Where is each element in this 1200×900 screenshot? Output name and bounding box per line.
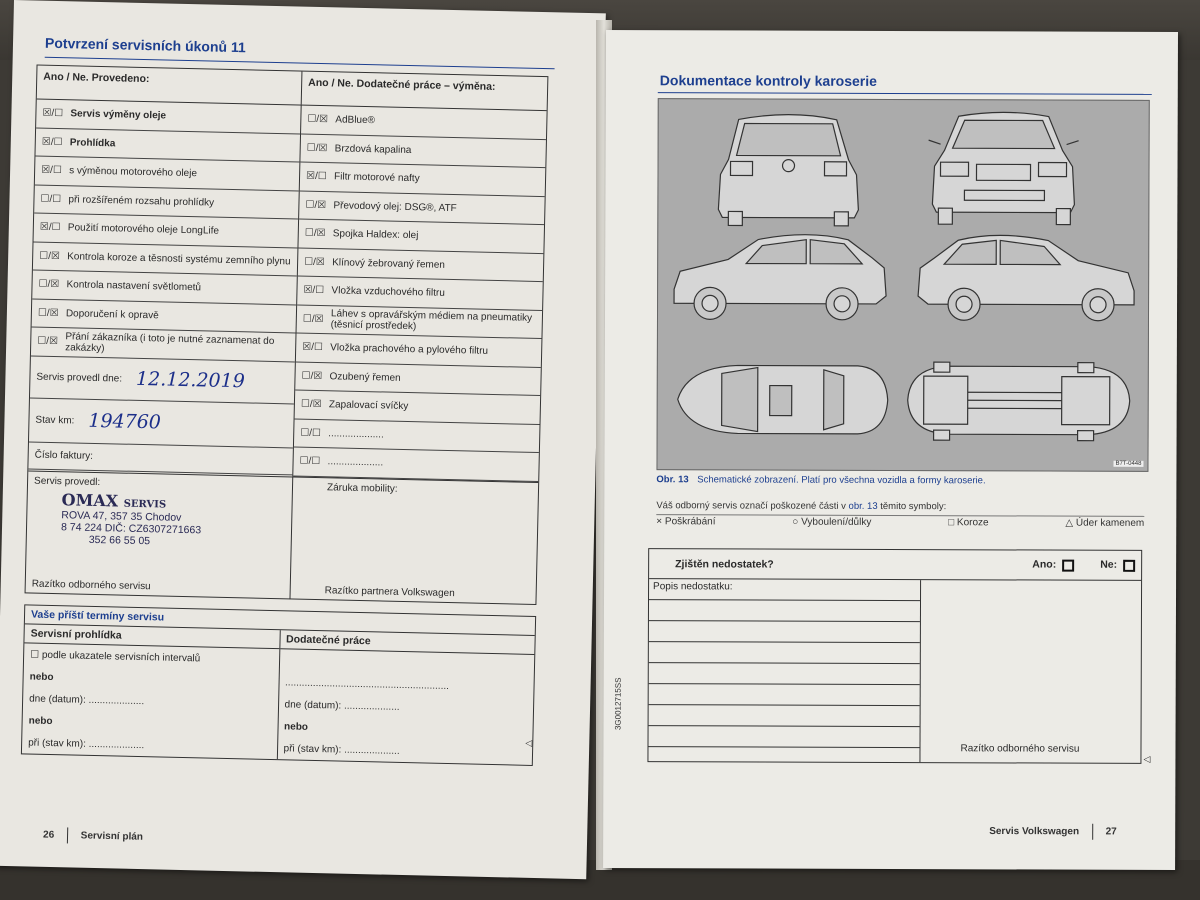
description-line [648, 726, 919, 748]
info-label: Servis provedl dne: [36, 371, 123, 385]
yes-no-checkbox[interactable]: ☐/☒ [304, 227, 326, 240]
additional-work-items [293, 106, 546, 482]
car-top-view [678, 365, 888, 434]
yes-no-checkbox[interactable]: ☒/☐ [41, 136, 63, 148]
left-page-footer [43, 827, 143, 845]
stamp-line: SERVIS [123, 498, 167, 511]
next-service-title: Vaše příští termíny servisu [25, 605, 535, 636]
yes-no-checkbox[interactable]: ☒/☐ [41, 164, 62, 177]
checklist-label: při rozšířeném rozsahu prohlídky [68, 194, 215, 209]
yes-no-checkbox[interactable]: ☐/☒ [300, 398, 322, 411]
page-number: 27 [1105, 826, 1117, 838]
checklist-label: .................... [327, 456, 384, 469]
description-line [649, 642, 920, 664]
yes-no-checkbox[interactable]: ☐/☒ [306, 142, 328, 154]
col-right-header: Ano / Ne. Dodatečné práce – výměna: [308, 76, 496, 93]
right-page-footer [989, 823, 1117, 839]
car-side-view-right [918, 235, 1134, 321]
checklist-label: Převodový olej: DSG®, ATF [333, 200, 457, 214]
dealer-stamp [60, 489, 292, 577]
checklist-label: Spojka Haldex: olej [332, 228, 419, 242]
yes-checkbox[interactable] [1062, 559, 1074, 571]
yes-no-checkbox[interactable]: ☐/☒ [304, 256, 325, 268]
stamp-line: ROVA 47, 357 35 Chodov [61, 508, 182, 524]
section-name: Servisní plán [80, 830, 144, 843]
brand-footer: Servis Volkswagen [989, 825, 1080, 838]
figure-code: B7T-0448 [1115, 460, 1142, 467]
stamp-label-left: Razítko odborného servisu [31, 578, 151, 592]
checklist-label: Brzdová kapalina [334, 143, 412, 156]
symbol-stone-chip: △ Úder kamenem [1065, 517, 1145, 529]
page-number: 26 [42, 829, 55, 841]
no-checkbox[interactable] [1123, 559, 1135, 571]
description-line [649, 600, 920, 622]
yes-no-checkbox[interactable]: ☐/☒ [301, 370, 323, 382]
next-line: ........................................................... [284, 676, 450, 692]
defect-form [647, 548, 1142, 764]
next-line: nebo [28, 715, 53, 727]
checklist-label: Servis výměny oleje [70, 108, 167, 122]
figure-caption [656, 474, 985, 486]
figure-caption-text: Schematické zobrazení. Platí pro všechna vozidla a formy karoserie. [697, 474, 986, 487]
checklist-label: Prohlídka [69, 137, 116, 150]
next-additional-col [277, 630, 534, 765]
car-rear-view [718, 114, 858, 225]
yes-no-checkbox[interactable]: ☒/☐ [39, 221, 61, 234]
defect-title: Zjištěn nedostatek? [675, 557, 774, 571]
info-label: Stav km: [35, 414, 75, 426]
yes-no-checkbox[interactable]: ☐/☒ [37, 335, 59, 348]
next-line: dne (datum): .................... [284, 698, 400, 713]
car-body-diagram [656, 98, 1149, 472]
footer-divider [67, 827, 68, 843]
checklist-label: Přání zákazníka (i toto je nutné zaznamenat do zakázky) [65, 331, 275, 354]
mobility-cell [290, 477, 538, 605]
next-line: při (stav km): .................... [28, 737, 145, 751]
checklist-label: Použití motorového oleje LongLife [67, 222, 220, 237]
stamp-line: OMAX [61, 489, 119, 510]
handwritten-value[interactable]: 194760 [88, 409, 162, 434]
service-confirmation-form [25, 65, 549, 605]
right-page [603, 30, 1178, 870]
stamp-label: Razítko odborného servisu [960, 743, 1080, 755]
yes-no-checkbox[interactable]: ☐/☒ [305, 199, 327, 211]
next-line: nebo [29, 671, 54, 683]
page-title: Potvrzení servisních úkonů 11 [44, 34, 246, 56]
mobility-label: Záruka mobility: [326, 481, 398, 495]
triangle-icon: ◁ [525, 737, 533, 748]
title-rule [658, 92, 1152, 95]
page-title: Dokumentace kontroly karoserie [659, 72, 877, 89]
stamp-label-right: Razítko partnera Volkswagen [324, 584, 455, 599]
checklist-label: Ozubený řemen [329, 371, 401, 384]
symbol-scratch: × Poškrábání [656, 516, 716, 528]
defect-stamp-area [920, 580, 1141, 763]
checklist-label: s výměnou motorového oleje [69, 165, 198, 180]
no-label: Ne: [1100, 559, 1118, 572]
yes-label: Ano: [1032, 558, 1057, 571]
checklist-label: Klínový žebrovaný řemen [332, 257, 446, 271]
symbol-dent: ○ Vyboulení/důlky [792, 516, 872, 528]
info-row [29, 398, 294, 448]
description-line [649, 663, 920, 685]
damage-symbols-legend [656, 516, 1144, 529]
handwritten-value[interactable]: 12.12.2019 [135, 367, 246, 393]
yes-no-checkbox[interactable]: ☒/☐ [42, 107, 64, 120]
checklist-label: AdBlue® [335, 114, 376, 127]
col-left-header: Ano / Ne. Provedeno: [37, 66, 303, 105]
checklist-label: .................... [328, 427, 384, 441]
checklist-label: Vložka vzduchového filtru [331, 285, 445, 300]
next-line: dne (datum): .................... [29, 693, 145, 707]
next-line: při (stav km): .................... [283, 742, 400, 757]
figure-reference-link[interactable]: obr. 13 [848, 500, 878, 512]
stamp-line: 352 66 55 05 [88, 533, 151, 547]
figure-label: Obr. 13 [656, 474, 689, 486]
vertical-code: 3G0012715SS [613, 677, 623, 731]
symbol-corrosion: □ Koroze [948, 517, 989, 529]
car-underside-view [908, 362, 1130, 441]
symbols-intro [656, 500, 946, 512]
next-service-box [21, 604, 536, 766]
defect-description-area[interactable] [648, 579, 921, 762]
info-row [30, 356, 295, 404]
checklist-label: Zapalovací svíčky [328, 399, 409, 413]
yes-no-checkbox[interactable]: ☐/☐ [40, 193, 62, 205]
yes-no-checkbox[interactable]: ☐/☐ [300, 427, 322, 439]
description-label: Popis nedostatku: [649, 579, 920, 601]
triangle-icon: ◁ [1143, 753, 1151, 764]
footer-divider [1092, 824, 1093, 840]
serviced-by-cell [26, 471, 294, 599]
checklist-label: Kontrola nastavení světlometů [66, 279, 202, 294]
next-inspection-col [22, 624, 280, 759]
yes-no-checkbox[interactable]: ☒/☐ [303, 284, 325, 297]
yes-no-checkbox[interactable]: ☐/☒ [37, 307, 59, 319]
checklist-label: Kontrola koroze a těsnosti systému zemního plynu [67, 251, 291, 268]
info-label: Číslo faktury: [34, 449, 94, 462]
checklist-label: Filtr motorové nafty [333, 171, 420, 185]
checklist-label: Doporučení k opravě [65, 308, 159, 322]
yes-no-checkbox[interactable]: ☐/☒ [302, 313, 324, 325]
car-views-svg [657, 99, 1150, 473]
yes-no-checkbox[interactable]: ☐/☒ [307, 113, 329, 126]
next-right-header: Dodatečné práce [280, 630, 535, 655]
description-line [649, 705, 920, 727]
description-line [649, 684, 920, 706]
yes-no-checkbox[interactable]: ☐/☐ [299, 455, 321, 468]
stamp-line: 8 74 224 DIČ: CZ6307271663 [60, 520, 202, 536]
next-left-header: Servisní prohlídka [24, 624, 279, 649]
next-line: nebo [283, 720, 309, 733]
symbols-intro-text: Váš odborný servis označí poškozené části v [656, 500, 846, 512]
yes-no-checkbox[interactable]: ☐/☒ [38, 278, 60, 291]
description-line [649, 621, 920, 643]
left-page [0, 0, 606, 879]
car-front-view [928, 112, 1078, 225]
next-line: ☐ podle ukazatele servisních intervalů [30, 649, 201, 664]
performed-items [28, 100, 301, 476]
checklist-label: Láhev s opravářským médiem na pneumatiky (těsnicí prostředek) [330, 308, 533, 333]
checklist-label: Vložka prachového a pylového filtru [330, 342, 489, 358]
car-side-view-left [674, 234, 886, 320]
yes-no-checkbox[interactable]: ☐/☒ [39, 250, 61, 262]
serviced-by-label: Servis provedl: [33, 475, 101, 488]
yes-no-checkbox[interactable]: ☒/☐ [305, 170, 327, 183]
yes-no-checkbox[interactable]: ☒/☐ [302, 341, 324, 354]
symbols-intro-text: těmito symboly: [880, 500, 947, 513]
